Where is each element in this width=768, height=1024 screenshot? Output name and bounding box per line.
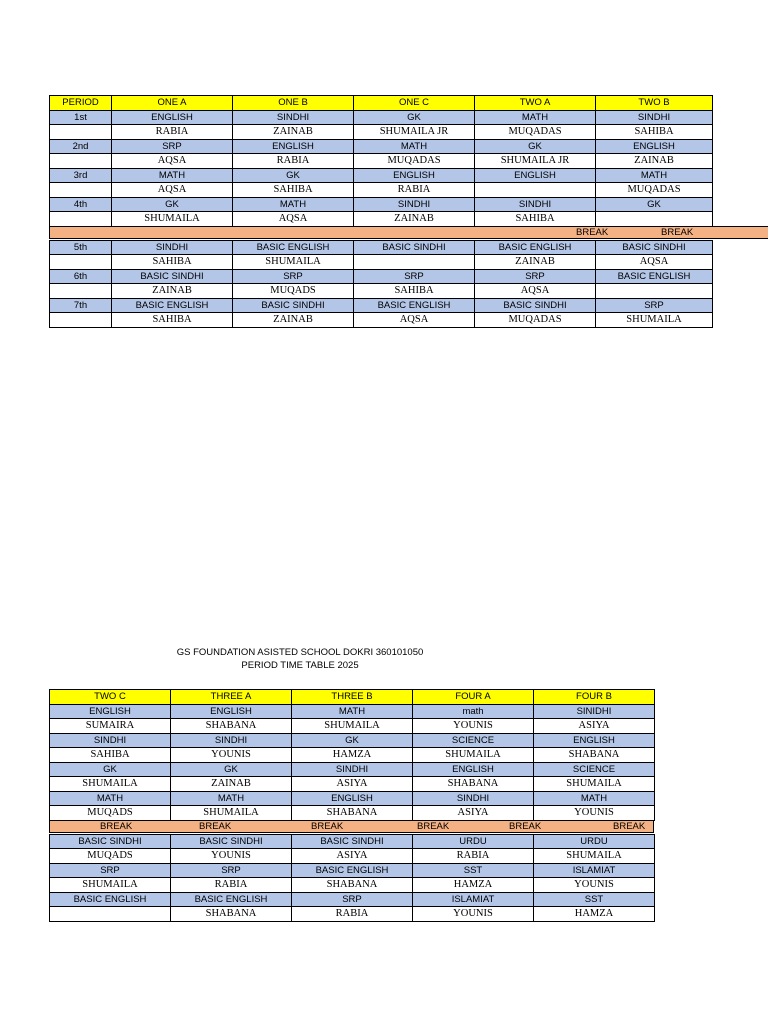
teacher-cell: RABIA	[171, 878, 292, 893]
teacher-cell: AQSA	[112, 154, 233, 169]
teacher-cell: SHABANA	[413, 777, 534, 792]
teacher-cell	[596, 212, 713, 227]
teacher-cell: AQSA	[233, 212, 354, 227]
break-label: BREAK	[311, 821, 344, 832]
teacher-cell: SHABANA	[171, 907, 292, 922]
subject-row	[50, 111, 713, 125]
subject-cell: MATH	[354, 140, 475, 154]
teacher-row	[50, 313, 713, 328]
break-row	[49, 820, 654, 833]
teacher-row	[50, 125, 713, 140]
subject-cell: SCIENCE	[534, 763, 655, 777]
column-header: TWO C	[50, 690, 171, 705]
subject-cell: GK	[596, 198, 713, 212]
subject-cell: URDU	[413, 835, 534, 849]
teacher-cell: SHUMAILA	[50, 777, 171, 792]
subject-cell: ENGLISH	[596, 140, 713, 154]
period-label: 4th	[50, 198, 112, 212]
teacher-cell: YOUNIS	[413, 907, 534, 922]
break-label: BREAK	[613, 821, 646, 832]
teacher-row	[50, 212, 713, 227]
subject-cell: GK	[112, 198, 233, 212]
subject-cell: SRP	[596, 299, 713, 313]
teacher-cell: YOUNIS	[413, 719, 534, 734]
subject-cell: SINDHI	[112, 241, 233, 255]
subject-cell: ENGLISH	[171, 705, 292, 719]
subject-cell: SRP	[354, 270, 475, 284]
column-header: PERIOD	[50, 96, 112, 111]
subject-row	[50, 734, 655, 748]
break-label: BREAK	[417, 821, 450, 832]
teacher-cell: MUQADS	[50, 849, 171, 864]
teacher-cell	[354, 255, 475, 270]
period-blank	[50, 154, 112, 169]
period-label: 3rd	[50, 169, 112, 183]
teacher-cell: ASIYA	[413, 806, 534, 821]
teacher-cell: MUQADAS	[475, 313, 596, 328]
teacher-row	[50, 777, 655, 792]
teacher-cell: ASIYA	[292, 849, 413, 864]
subject-row	[50, 169, 713, 183]
teacher-cell: ZAINAB	[475, 255, 596, 270]
header-row	[50, 96, 713, 111]
break-label: BREAK	[509, 821, 542, 832]
teacher-row	[50, 183, 713, 198]
subject-cell: SRP	[475, 270, 596, 284]
teacher-row	[50, 907, 655, 922]
header-row	[50, 690, 655, 705]
subject-cell: SINDHI	[171, 734, 292, 748]
teacher-cell: RABIA	[112, 125, 233, 140]
teacher-cell: SAHIBA	[354, 284, 475, 299]
teacher-cell: AQSA	[112, 183, 233, 198]
subject-cell: SRP	[233, 270, 354, 284]
subject-row	[50, 864, 655, 878]
column-header: ONE A	[112, 96, 233, 111]
period-blank	[50, 125, 112, 140]
subject-cell: GK	[233, 169, 354, 183]
subject-cell: math	[413, 705, 534, 719]
subject-cell: BASIC SINDHI	[292, 835, 413, 849]
subject-cell: ENGLISH	[233, 140, 354, 154]
period-blank	[50, 212, 112, 227]
teacher-cell: YOUNIS	[171, 748, 292, 763]
subject-cell: SST	[413, 864, 534, 878]
column-header: ONE B	[233, 96, 354, 111]
teacher-cell: HAMZA	[292, 748, 413, 763]
subject-cell: SINDHI	[413, 792, 534, 806]
subject-cell: SINDHI	[50, 734, 171, 748]
subject-cell: BASIC SINDHI	[475, 299, 596, 313]
teacher-cell: SHUMAILA	[233, 255, 354, 270]
teacher-cell: HAMZA	[413, 878, 534, 893]
teacher-row	[50, 255, 713, 270]
subject-cell: SRP	[292, 893, 413, 907]
subject-cell: SINDHI	[475, 198, 596, 212]
teacher-cell: SAHIBA	[596, 125, 713, 140]
teacher-cell: SHABANA	[534, 748, 655, 763]
subject-cell: BASIC SINDHI	[233, 299, 354, 313]
period-label: 5th	[50, 241, 112, 255]
teacher-cell: ZAINAB	[596, 154, 713, 169]
subject-cell: BASIC ENGLISH	[292, 864, 413, 878]
subject-cell: GK	[475, 140, 596, 154]
break-label: BREAK	[576, 227, 609, 238]
column-header: TWO A	[475, 96, 596, 111]
teacher-cell	[475, 183, 596, 198]
subject-row	[50, 705, 655, 719]
subject-cell: MATH	[596, 169, 713, 183]
teacher-cell: SAHIBA	[233, 183, 354, 198]
teacher-cell: SAHIBA	[50, 748, 171, 763]
subject-cell: MATH	[171, 792, 292, 806]
subject-cell: SRP	[171, 864, 292, 878]
break-label: BREAK	[199, 821, 232, 832]
period-label: 6th	[50, 270, 112, 284]
teacher-cell: SAHIBA	[112, 313, 233, 328]
subject-cell: SST	[534, 893, 655, 907]
subject-cell: SINDHI	[596, 111, 713, 125]
subject-cell: GK	[50, 763, 171, 777]
subject-cell: BASIC ENGLISH	[50, 893, 171, 907]
subject-cell: URDU	[534, 835, 655, 849]
teacher-cell: ZAINAB	[354, 212, 475, 227]
subject-cell: GK	[354, 111, 475, 125]
teacher-row	[50, 154, 713, 169]
teacher-cell: SHUMAILA	[112, 212, 233, 227]
teacher-cell	[596, 284, 713, 299]
teacher-cell: SHUMAILA	[292, 719, 413, 734]
subject-cell: BASIC ENGLISH	[354, 299, 475, 313]
column-header: FOUR A	[413, 690, 534, 705]
teacher-cell: SHUMAILA JR	[475, 154, 596, 169]
column-header: THREE A	[171, 690, 292, 705]
subject-cell: BASIC SINDHI	[112, 270, 233, 284]
break-label: BREAK	[661, 227, 694, 238]
teacher-cell: RABIA	[233, 154, 354, 169]
teacher-row	[50, 748, 655, 763]
teacher-cell: SHUMAILA	[50, 878, 171, 893]
teacher-cell: YOUNIS	[534, 878, 655, 893]
teacher-cell: HAMZA	[534, 907, 655, 922]
period-label: 1st	[50, 111, 112, 125]
period-blank	[50, 255, 112, 270]
subject-cell: ISLAMIAT	[534, 864, 655, 878]
subject-cell: BASIC ENGLISH	[596, 270, 713, 284]
teacher-cell: SHABANA	[292, 878, 413, 893]
teacher-row	[50, 719, 655, 734]
subject-row	[50, 241, 713, 255]
teacher-cell: ASIYA	[534, 719, 655, 734]
teacher-cell: RABIA	[354, 183, 475, 198]
subject-cell: MATH	[534, 792, 655, 806]
teacher-cell: RABIA	[413, 849, 534, 864]
period-blank	[50, 183, 112, 198]
teacher-cell: SHABANA	[292, 806, 413, 821]
teacher-cell: MUQADAS	[596, 183, 713, 198]
column-header: ONE C	[354, 96, 475, 111]
subject-cell: SINDHI	[292, 763, 413, 777]
subject-cell: GK	[171, 763, 292, 777]
teacher-cell: SAHIBA	[475, 212, 596, 227]
teacher-cell: MUQADAS	[475, 125, 596, 140]
teacher-cell: SHUMAILA	[596, 313, 713, 328]
period-blank	[50, 313, 112, 328]
teacher-cell: MUQADS	[50, 806, 171, 821]
teacher-cell: RABIA	[292, 907, 413, 922]
teacher-row	[50, 284, 713, 299]
subject-cell: BASIC ENGLISH	[475, 241, 596, 255]
teacher-cell: MUQADS	[233, 284, 354, 299]
column-header: THREE B	[292, 690, 413, 705]
timetable-subtitle: PERIOD TIME TABLE 2025	[241, 660, 359, 671]
period-label: 7th	[50, 299, 112, 313]
timetable-two-four	[49, 689, 655, 922]
subject-cell: BASIC ENGLISH	[112, 299, 233, 313]
teacher-cell: SHUMAILA	[534, 849, 655, 864]
timetable-one-two	[49, 95, 713, 328]
subject-cell: ENGLISH	[292, 792, 413, 806]
teacher-row	[50, 878, 655, 893]
teacher-cell: ASIYA	[292, 777, 413, 792]
subject-cell: ISLAMIAT	[413, 893, 534, 907]
subject-row	[50, 270, 713, 284]
subject-row	[50, 299, 713, 313]
subject-cell: SINDHI	[233, 111, 354, 125]
subject-cell: ENGLISH	[354, 169, 475, 183]
teacher-cell: SHABANA	[171, 719, 292, 734]
subject-row	[50, 198, 713, 212]
subject-row	[50, 893, 655, 907]
break-row	[49, 226, 768, 239]
subject-row	[50, 140, 713, 154]
teacher-cell: ZAINAB	[233, 125, 354, 140]
column-header: FOUR B	[534, 690, 655, 705]
teacher-row	[50, 806, 655, 821]
teacher-cell: SHUMAILA	[171, 806, 292, 821]
teacher-cell: AQSA	[475, 284, 596, 299]
teacher-cell: AQSA	[354, 313, 475, 328]
subject-cell: SCIENCE	[413, 734, 534, 748]
teacher-cell: AQSA	[596, 255, 713, 270]
teacher-cell: SUMAIRA	[50, 719, 171, 734]
subject-cell: MATH	[292, 705, 413, 719]
subject-cell: BASIC SINDHI	[596, 241, 713, 255]
teacher-cell: YOUNIS	[171, 849, 292, 864]
subject-cell: MATH	[112, 169, 233, 183]
subject-cell: ENGLISH	[112, 111, 233, 125]
subject-cell: ENGLISH	[534, 734, 655, 748]
teacher-cell: SHUMAILA	[534, 777, 655, 792]
subject-cell: ENGLISH	[475, 169, 596, 183]
teacher-cell: MUQADAS	[354, 154, 475, 169]
subject-cell: BASIC SINDHI	[50, 835, 171, 849]
subject-cell: SINIDHI	[534, 705, 655, 719]
teacher-cell: ZAINAB	[233, 313, 354, 328]
subject-row	[50, 792, 655, 806]
subject-cell: MATH	[475, 111, 596, 125]
subject-cell: BASIC SINDHI	[171, 835, 292, 849]
teacher-row	[50, 849, 655, 864]
subject-cell: BASIC ENGLISH	[171, 893, 292, 907]
teacher-cell: ZAINAB	[171, 777, 292, 792]
subject-cell: MATH	[50, 792, 171, 806]
teacher-cell: SHUMAILA JR	[354, 125, 475, 140]
school-title: GS FOUNDATION ASISTED SCHOOL DOKRI 360101050	[176, 647, 424, 658]
period-blank	[50, 284, 112, 299]
teacher-cell	[50, 907, 171, 922]
teacher-cell: SAHIBA	[112, 255, 233, 270]
subject-cell: ENGLISH	[50, 705, 171, 719]
subject-cell: SRP	[112, 140, 233, 154]
subject-cell: ENGLISH	[413, 763, 534, 777]
period-label: 2nd	[50, 140, 112, 154]
break-label: BREAK	[100, 821, 133, 832]
teacher-cell: SHUMAILA	[413, 748, 534, 763]
subject-cell: GK	[292, 734, 413, 748]
subject-cell: SRP	[50, 864, 171, 878]
subject-cell: BASIC ENGLISH	[233, 241, 354, 255]
subject-cell: SINDHI	[354, 198, 475, 212]
teacher-cell: YOUNIS	[534, 806, 655, 821]
subject-row	[50, 835, 655, 849]
subject-cell: BASIC SINDHI	[354, 241, 475, 255]
column-header: TWO B	[596, 96, 713, 111]
teacher-cell: ZAINAB	[112, 284, 233, 299]
subject-row	[50, 763, 655, 777]
subject-cell: MATH	[233, 198, 354, 212]
